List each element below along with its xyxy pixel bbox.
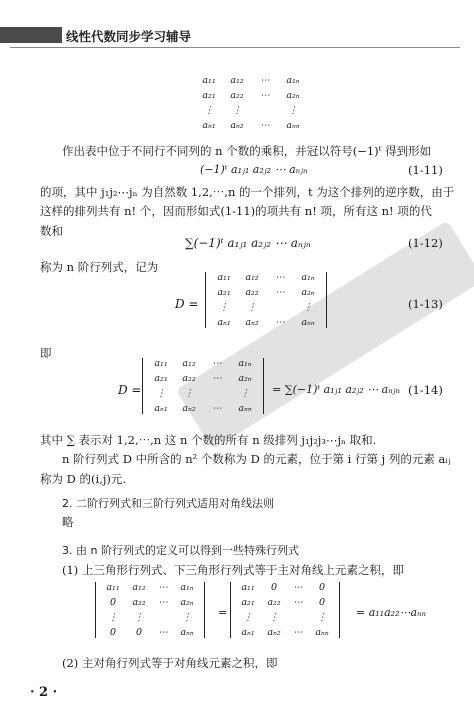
para3-line: 即 xyxy=(40,346,52,360)
sum-equation: ∑(−1)ᵗ a₁ⱼ₁ a₂ⱼ₂ ⋯ aₙⱼₙ xyxy=(185,236,311,250)
matrix-cell xyxy=(251,105,279,116)
matrix-cell: aₙₙ xyxy=(286,120,300,131)
matrix-cell: 0 xyxy=(135,627,143,638)
matrix-cell: aₙₙ xyxy=(315,627,329,638)
matrix-cell: 0 xyxy=(318,582,326,593)
para4-line3: 称为 D 的(i,j)元. xyxy=(40,472,127,486)
matrix-cell: aₙ₁ xyxy=(202,120,216,131)
det2-lhs: D = xyxy=(118,383,142,397)
matrix-cell: aₙ₁ xyxy=(154,403,168,414)
matrix-cell: a₂₂ xyxy=(132,597,146,608)
para1-line3: 这样的排列共有 n! 个，因而形如式(1-11)的项共有 n! 项，所有这 n! 项的代 xyxy=(40,204,432,218)
matrix-cell: a₁₂ xyxy=(132,582,146,593)
eq-num-1-14: (1-14) xyxy=(408,383,443,397)
para4-line2: n 阶行列式 D 中所含的 n² 个数称为 D 的元素，位于第 i 行第 j 列的元素 aᵢⱼ xyxy=(62,452,451,466)
matrix-cell: ⋮ xyxy=(303,302,313,313)
matrix-cell: ⋯ xyxy=(158,582,168,593)
matrix-cell: ⋮ xyxy=(219,302,229,313)
matrix-cell: ⋮ xyxy=(184,388,194,399)
matrix-cell: a₂₁ xyxy=(202,90,216,101)
section3-item1: (1) 上三角形行列式、下三角形行列式等于主对角线上元素之积，即 xyxy=(62,563,404,577)
para4-line1: 其中 ∑ 表示对 1,2,⋯,n 这 n 个数的所有 n 级排列 j₁j₂j₃⋯jₙ 取和. xyxy=(40,433,377,447)
matrix-cell: aₙₙ xyxy=(180,627,194,638)
matrix-cell: ⋯ xyxy=(275,272,285,283)
det-lhs: D = xyxy=(175,297,199,311)
matrix-cell: 0 xyxy=(109,627,117,638)
matrix-cell: a₁₁ xyxy=(241,582,255,593)
matrix-cell: a₂₂ xyxy=(230,90,244,101)
matrix-cell: a₂ₙ xyxy=(286,90,300,101)
matrix-cell: aₙₙ xyxy=(238,403,252,414)
matrix-cell: ⋯ xyxy=(212,358,222,369)
section2-body: 略 xyxy=(62,515,74,529)
determinant-1-14 xyxy=(142,358,264,414)
matrix-cell: aₙ₂ xyxy=(267,627,281,638)
matrix-cell: ⋯ xyxy=(212,403,222,414)
header-bar xyxy=(0,27,62,43)
matrix-cell: aₙ₁ xyxy=(217,317,231,328)
para1-line2: 的项，其中 j₁j₂⋯jₙ 为自然数 1,2,⋯,n 的一个排列，t 为这个排列的逆序数，由于 xyxy=(40,185,455,199)
matrix-cell: a₁₁ xyxy=(217,272,231,283)
matrix-cell: ⋯ xyxy=(275,317,285,328)
eq-term: (−1)ᵗ a₁ⱼ₁ a₂ⱼ₂ ⋯ aₙⱼₙ xyxy=(200,163,308,176)
matrix-cell: ⋯ xyxy=(293,627,303,638)
matrix-cell: aₙₙ xyxy=(301,317,315,328)
section3-item2: (2) 主对角行列式等于对角线元素之积，即 xyxy=(62,656,278,670)
matrix-cell: ⋯ xyxy=(293,597,303,608)
matrix-cell: ⋮ xyxy=(317,612,327,623)
matrix-cell: a₂₂ xyxy=(182,373,196,384)
matrix-cell: ⋯ xyxy=(260,120,270,131)
para1-line4: 数和 xyxy=(40,224,63,238)
section2-title: 2. 二阶行列式和三阶行列式适用对角线法则 xyxy=(62,497,274,510)
matrix-cell: 0 xyxy=(109,597,117,608)
matrix-cell: a₁₂ xyxy=(245,272,259,283)
matrix-cell: ⋮ xyxy=(134,612,144,623)
determinant-1-13 xyxy=(205,272,327,328)
upper-triangular-determinant xyxy=(95,582,205,638)
eq-num-1-11: (1-11) xyxy=(408,163,443,177)
matrix-cell: a₁₁ xyxy=(154,358,168,369)
matrix-cell: ⋮ xyxy=(156,388,166,399)
matrix-cell: ⋯ xyxy=(260,90,270,101)
matrix-cell: a₁₂ xyxy=(230,75,244,86)
matrix-cell: a₂₂ xyxy=(245,287,259,298)
matrix-cell: ⋮ xyxy=(108,612,118,623)
eq-num-1-12: (1-12) xyxy=(408,236,443,250)
matrix-cell: a₁ₙ xyxy=(301,272,315,283)
lower-triangular-determinant xyxy=(230,582,340,638)
matrix-cell: a₁ₙ xyxy=(286,75,300,86)
matrix-cell: aₙ₂ xyxy=(245,317,259,328)
matrix-cell: a₂₁ xyxy=(241,597,255,608)
matrix-cell: a₁₂ xyxy=(182,358,196,369)
matrix-cell: a₁₁ xyxy=(106,582,120,593)
matrix-cell: ⋮ xyxy=(204,105,214,116)
matrix-cell: ⋮ xyxy=(269,612,279,623)
matrix-cell: 0 xyxy=(270,582,278,593)
matrix-cell: ⋯ xyxy=(260,75,270,86)
matrix-cell xyxy=(266,302,294,313)
matrix-cell: ⋯ xyxy=(158,627,168,638)
para2-line: 称为 n 阶行列式，记为 xyxy=(40,260,159,274)
matrix-cell: ⋮ xyxy=(232,105,242,116)
page-number: · 2 · xyxy=(30,685,58,700)
matrix-cell: ⋯ xyxy=(158,597,168,608)
matrix-cell: a₁ₙ xyxy=(180,582,194,593)
section3-title: 3. 由 n 阶行列式的定义可以得到一些特殊行列式 xyxy=(62,544,299,557)
matrix-cell: a₁ₙ xyxy=(238,358,252,369)
matrix-cell: a₂ₙ xyxy=(180,597,194,608)
matrix-cell: a₁₁ xyxy=(202,75,216,86)
matrix-cell: ⋮ xyxy=(243,612,253,623)
matrix-cell: ⋯ xyxy=(293,582,303,593)
eq-rhs-product: = a₁₁a₂₂⋯aₙₙ xyxy=(356,606,426,619)
matrix-cell: a₂₁ xyxy=(154,373,168,384)
det2-rhs: = ∑(−1)ᵗ a₁ⱼ₁ a₂ⱼ₂ ⋯ aₙⱼₙ xyxy=(272,383,401,396)
matrix-cell: a₂₂ xyxy=(267,597,281,608)
eq-mid: = xyxy=(218,606,228,619)
header-title: 线性代数同步学习辅导 xyxy=(66,29,192,44)
matrix-cell xyxy=(152,612,174,623)
para1-line1: 作出表中位于不同行不同列的 n 个数的乘积，并冠以符号(−1)ᵗ 得到形如 xyxy=(62,144,432,158)
matrix-cell: aₙ₁ xyxy=(241,627,255,638)
matrix-cell: ⋮ xyxy=(288,105,298,116)
matrix-cell: ⋮ xyxy=(182,612,192,623)
matrix-cell xyxy=(203,388,231,399)
matrix-cell: ⋯ xyxy=(212,373,222,384)
matrix-cell: ⋮ xyxy=(247,302,257,313)
matrix-cell: aₙ₂ xyxy=(230,120,244,131)
matrix-table-top xyxy=(195,75,307,131)
matrix-cell: 0 xyxy=(318,597,326,608)
eq-num-1-13: (1-13) xyxy=(408,297,443,311)
matrix-cell xyxy=(287,612,309,623)
matrix-cell: a₂ₙ xyxy=(301,287,315,298)
matrix-cell: ⋮ xyxy=(240,388,250,399)
header-rule xyxy=(10,47,460,48)
matrix-cell: a₂ₙ xyxy=(238,373,252,384)
matrix-cell: aₙ₂ xyxy=(182,403,196,414)
matrix-cell: a₂₁ xyxy=(217,287,231,298)
matrix-cell: ⋯ xyxy=(275,287,285,298)
